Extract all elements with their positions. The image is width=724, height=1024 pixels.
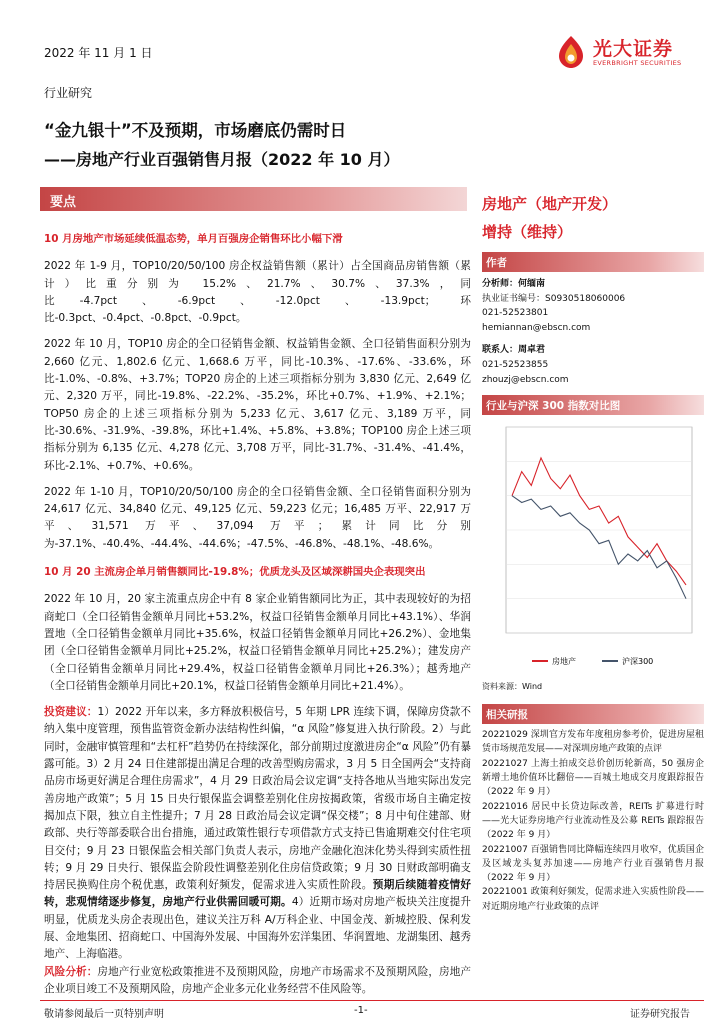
key-points-label: 要点 (50, 195, 77, 210)
risk-text: 房地产行业宽松政策推进不及预期风险，房地产市场需求不及预期风险，房地产企业项目竣工不及预期风险，房地产企业多元化业务经营不佳风险等。 (44, 965, 472, 995)
risk-label: 风险分析： (44, 965, 98, 978)
footer-divider (40, 1000, 704, 1001)
logo-icon (553, 34, 589, 70)
related-reports (482, 728, 704, 914)
analyst-cert: 执业证书编号：S0930518060006 (482, 293, 626, 304)
investment-label: 投资建议： (44, 706, 98, 719)
contact-email[interactable]: zhouzj@ebscn.com (482, 374, 569, 385)
analyst-email[interactable]: hemiannan@ebscn.com (482, 322, 591, 333)
rating: 增持（维持） (482, 223, 573, 241)
contact-name: 周卓君 (518, 345, 546, 356)
chart-legend-label: 沪深300 (622, 657, 654, 667)
chart-svg (482, 417, 704, 679)
contact-role: 联系人： (482, 345, 519, 356)
page-number: -1- (354, 1005, 368, 1016)
paragraph-1: 2022 年 1-9 月，TOP10/20/50/100 房企权益销售额（累计）占全国商品房销售额（累计）比重分别为 15.2%、21.7%、30.7%、37.3%，同比-4.7pct、-6.9pct、-12.0pct、-13.9pct；环比-0.3pct、-0.4pct、-0.8pct、-0.9pct。 (44, 260, 471, 325)
analyst-role: 分析师： (482, 279, 519, 289)
investment-bold: 预期后续随着疫情好转，悲观情绪逐步修复，房地产行业供需回暖可期。 (44, 879, 472, 909)
logo (553, 32, 703, 72)
paragraph-4: 2022 年 10 月，20 家主流重点房企中有 8 家企业销售额同比为正，其中表现较好的为招商蛇口（全口径销售金额单月同比+53.2%，权益口径销售金额单月同比+43.1%）、华润置地（全口径销售金额单月同比+35.6%，权益口径销售金额单月同比+26.2%）、金地集团（全口径销售金额单月同比+25.2%，权益口径销售金额单月同比+25.2%）；建发房产（全口径销售金额单月同比+29.4%，权益口径销售金额单月同比+26.3%）；越秀地产（全口径销售金额单月同比+20.1%，权益口径销售金额单月同比+21.4%）。 (44, 593, 471, 692)
key-points-bar (40, 187, 467, 211)
investment-tail: 4）近期市场对房地产板块关注度提升明显，优质龙头房企表现出色，建议关注万科 A/万科企业、中国金茂、新城控股、保利发展、金地集团、招商蛇口、中国海外发展、中国海外宏洋集团、华润置地、龙湖集团、越秀地产、上海临港。 (44, 896, 471, 961)
related-label: 相关研报 (486, 709, 528, 722)
report-subtitle: ——房地产行业百强销售月报（2022 年 10 月） (44, 150, 400, 169)
contact-phone: 021-52523855 (482, 359, 549, 370)
chart-legend-label: 房地产 (552, 657, 576, 667)
sidebar (482, 188, 704, 914)
main-content (44, 214, 471, 998)
footer-label: 证券研究报告 (630, 1009, 690, 1020)
author-label: 作者 (486, 257, 507, 269)
footer-disclaimer[interactable]: 敬请参阅最后一页特别声明 (44, 1009, 164, 1020)
chart-bar (482, 395, 704, 415)
related-report[interactable]: 20221029 深圳官方发布年度租房参考价，促进房屋租赁市场规范发展——对深圳房地产政策的点评 (482, 730, 704, 755)
related-report[interactable]: 20221007 百强销售同比降幅连续四月收窄，优质国企及区域龙头复苏加速——房地产行业百强销售月报（2022 年 9 月） (482, 844, 704, 884)
author-bar (482, 252, 704, 272)
related-report[interactable]: 20221027 上海土拍成交总价创历轮新高，50 强房企新增土地价值环比翻倍——百城土地成交月度跟踪报告（2022 年 9 月） (482, 758, 704, 798)
index-comparison-chart (482, 417, 704, 679)
analyst-phone: 021-52523801 (482, 308, 549, 319)
investment-text: 1）2022 开年以来，多方释放积极信号，5 年期 LPR 连续下调，保障房贷款不纳入集中度管理，预售监管资金新办法结构性纠偏，“α 风险”修复进入执行阶段。2）与此同时，金融审慎管理和“去杠杆”趋势仍在持续深化，部分前期过度激进房企“α 风险”仍有暴露可能。3）2 月 24 日住建部提出满足合理的改善型购房需求，3 月 5 日全国两会“支持商品房市场更好满足合理住房需求”，4 月 29 日政治局会议定调“支持各地从当地实际出发完善房地产政策”；5 月 15 日央行银保监会调整差别化住房按揭政策，省级市场自主确定按揭加点下限，独立自主性提升；7 月 28 日政治局会议定调“保交楼”；8 月中旬住建部、财政部、央行等部委联合出台措施，通过政策性银行专项借款方式支持已售逾期难交付住宅项目交付；9 月 23 日银保监会相关部门负责人表示，房地产金融化泡沫化势头得到实质性扭转；9 月 29 日央行、银保监会阶段性调整差别化住房信贷政策；9 月 30 日财政部明确支持居民换购住房个税优惠，政策利好频发，促需求进入实质性阶段。 (44, 706, 472, 892)
report-category: 行业研究 (44, 86, 93, 100)
related-bar (482, 704, 704, 724)
sector-name: 房地产（地产开发） (482, 195, 618, 213)
report-title: “金九银十”不及预期，市场磨底仍需时日 (44, 121, 347, 140)
related-report[interactable]: 20221016 居民中长贷边际改善，REITs 扩募进行时——光大证券房地产行业流动性及公募 REITs 跟踪报告（2022 年 9 月） (482, 801, 704, 841)
logo-text: 光大证券 (593, 38, 674, 60)
highlight-heading-2: 10 月 20 主流房企单月销售额同比-19.8%；优质龙头及区域深耕国央企表现突出 (44, 566, 426, 579)
paragraph-3: 2022 年 1-10 月，TOP10/20/50/100 房企的全口径销售金额、全口径销售面积分别为 24,617 亿元、34,840 亿元、49,125 亿元、59,223 亿元；16,485 万平、22,917 万平、31,571 万平、37,094 万平；累计同比分别为-37.1%、-40.4%、-44.4%、-44.6%；-47.5%、-46.8%、-48.1%、-48.6%。 (44, 485, 471, 550)
paragraph-2: 2022 年 10 月，TOP10 房企的全口径销售金额、权益销售金额、全口径销售面积分别为 2,660 亿元、1,802.6 亿元、1,668.6 万平，同比-10.3%、-17.6%、-33.6%，环比-1.0%、-0.8%、+3.7%；TOP20 房企的上述三项指标分别为 3,830 亿元、2,649 亿元、2,320 万平，同比-19.8%、-22.2%、-35.2%，环比+0.7%、+1.9%、+2.1%；TOP50 房企的上述三项指标分别为 5,233 亿元、3,617 亿元、3,189 万平，同比-30.6%、-31.9%、-39.8%，环比+1.4%、+5.8%、+3.8%；TOP100 房企上述三项指标分别为 6,135 亿元、4,278 亿元、3,708 万平，同比-31.7%、-31.4%、-41.4%，环比-2.1%、+0.7%、+0.6%。 (44, 338, 471, 472)
analyst-name: 何缅南 (518, 279, 546, 289)
investment-advice (44, 704, 471, 963)
risk-analysis (44, 964, 471, 999)
report-date: 2022 年 11 月 1 日 (44, 46, 153, 60)
logo-text-en: EVERBRIGHT SECURITIES (593, 59, 682, 67)
related-report[interactable]: 20221001 政策利好频发，促需求进入实质性阶段——对近期房地产行业政策的点评 (482, 887, 704, 912)
author-info (482, 277, 704, 387)
highlight-heading-1: 10 月房地产市场延续低温态势，单月百强房企销售环比小幅下滑 (44, 233, 343, 245)
chart-series-line-2 (512, 496, 686, 599)
chart-label: 行业与沪深 300 指数对比图 (486, 400, 621, 413)
chart-source: 资料来源：Wind (482, 682, 543, 692)
